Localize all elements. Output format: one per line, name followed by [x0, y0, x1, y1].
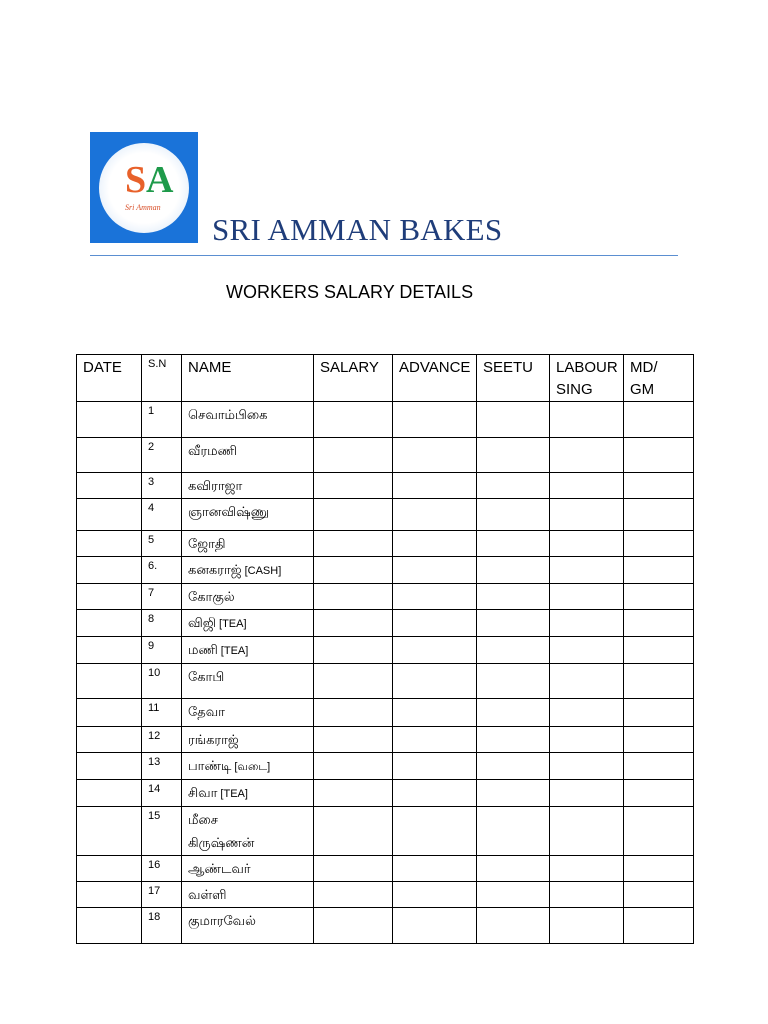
worker-name: குமாரவேல்	[188, 914, 256, 929]
name-cell	[182, 473, 314, 499]
table-header-row	[77, 355, 694, 402]
worker-name: கவிராஜா	[188, 479, 243, 494]
seetu-cell[interactable]	[477, 727, 550, 753]
table-row	[77, 473, 694, 499]
table-row	[77, 727, 694, 753]
name-cell	[182, 727, 314, 753]
worker-note: [TEA]	[219, 618, 247, 630]
md-gm-cell[interactable]	[624, 664, 694, 699]
md-gm-cell[interactable]	[624, 402, 694, 438]
seetu-cell[interactable]	[477, 473, 550, 499]
salary-cell[interactable]	[314, 610, 393, 637]
labour-sign-cell[interactable]	[550, 807, 624, 856]
seetu-cell[interactable]	[477, 753, 550, 780]
advance-cell[interactable]	[393, 584, 477, 610]
worker-name-line2: கிருஷ்ணன்	[188, 836, 255, 851]
worker-note: [CASH]	[244, 565, 282, 577]
worker-note: [TEA]	[220, 788, 248, 800]
seetu-cell[interactable]	[477, 531, 550, 557]
labour-sign-cell[interactable]	[550, 438, 624, 473]
table-row	[77, 882, 694, 908]
sn-cell: 17	[142, 882, 182, 908]
md-gm-cell[interactable]	[624, 438, 694, 473]
salary-cell[interactable]	[314, 637, 393, 664]
md-gm-cell[interactable]	[624, 557, 694, 584]
date-cell[interactable]	[77, 557, 142, 584]
logo-letter-s: S	[125, 158, 147, 201]
sn-cell: 14	[142, 780, 182, 807]
table-row	[77, 856, 694, 882]
seetu-cell[interactable]	[477, 610, 550, 637]
md-gm-cell[interactable]	[624, 699, 694, 727]
seetu-cell[interactable]	[477, 438, 550, 473]
worker-name: மணி	[188, 643, 218, 658]
md-gm-cell[interactable]	[624, 531, 694, 557]
worker-name: ஞானவிஷ்ணு	[188, 505, 269, 520]
header-labour-sing	[550, 355, 624, 402]
sn-cell: 12	[142, 727, 182, 753]
advance-cell[interactable]	[393, 753, 477, 780]
date-cell[interactable]	[77, 780, 142, 807]
date-cell[interactable]	[77, 664, 142, 699]
header-salary: SALARY	[314, 355, 393, 402]
labour-sign-cell[interactable]	[550, 753, 624, 780]
sn-cell: 3	[142, 473, 182, 499]
date-cell[interactable]	[77, 637, 142, 664]
salary-cell[interactable]	[314, 908, 393, 944]
logo-emblem	[99, 143, 189, 233]
salary-cell[interactable]	[314, 499, 393, 531]
md-gm-cell[interactable]	[624, 856, 694, 882]
advance-cell[interactable]	[393, 473, 477, 499]
table-row	[77, 557, 694, 584]
header-name: NAME	[182, 355, 314, 402]
labour-sign-cell[interactable]	[550, 699, 624, 727]
header-labour-line1: LABOUR	[556, 359, 618, 376]
header-date: DATE	[77, 355, 142, 402]
sn-cell: 9	[142, 637, 182, 664]
table-row	[77, 499, 694, 531]
labour-sign-cell[interactable]	[550, 780, 624, 807]
advance-cell[interactable]	[393, 438, 477, 473]
header-mdgm-line2: GM	[630, 381, 655, 398]
date-cell[interactable]	[77, 531, 142, 557]
salary-cell[interactable]	[314, 780, 393, 807]
advance-cell[interactable]	[393, 856, 477, 882]
name-cell	[182, 882, 314, 908]
sn-cell: 13	[142, 753, 182, 780]
name-cell	[182, 610, 314, 637]
advance-cell[interactable]	[393, 807, 477, 856]
table-row	[77, 637, 694, 664]
salary-cell[interactable]	[314, 531, 393, 557]
worker-name: கனகராஜ்	[188, 563, 242, 578]
advance-cell[interactable]	[393, 402, 477, 438]
advance-cell[interactable]	[393, 882, 477, 908]
table-row	[77, 531, 694, 557]
labour-sign-cell[interactable]	[550, 402, 624, 438]
advance-cell[interactable]	[393, 499, 477, 531]
labour-sign-cell[interactable]	[550, 727, 624, 753]
worker-name: வள்ளி	[188, 888, 227, 903]
labour-sign-cell[interactable]	[550, 856, 624, 882]
document-title: WORKERS SALARY DETAILS	[226, 282, 474, 302]
date-cell[interactable]	[77, 584, 142, 610]
date-cell[interactable]	[77, 727, 142, 753]
name-cell	[182, 438, 314, 473]
worker-name: கோபி	[188, 670, 225, 685]
advance-cell[interactable]	[393, 699, 477, 727]
seetu-cell[interactable]	[477, 637, 550, 664]
worker-name: வீரமணி	[188, 444, 237, 459]
worker-name: பாண்டி	[188, 759, 232, 774]
worker-name: விஜி	[188, 616, 217, 631]
seetu-cell[interactable]	[477, 664, 550, 699]
date-cell[interactable]	[77, 473, 142, 499]
seetu-cell[interactable]	[477, 807, 550, 856]
worker-name: ரங்கராஜ்	[188, 733, 239, 748]
salary-cell[interactable]	[314, 664, 393, 699]
worker-name: கோகுல்	[188, 590, 235, 605]
md-gm-cell[interactable]	[624, 882, 694, 908]
name-cell	[182, 856, 314, 882]
salary-cell[interactable]	[314, 753, 393, 780]
name-cell	[182, 531, 314, 557]
sn-cell: 6.	[142, 557, 182, 584]
name-cell	[182, 637, 314, 664]
name-cell	[182, 780, 314, 807]
worker-name: ஆண்டவர்	[188, 862, 251, 877]
name-cell	[182, 753, 314, 780]
worker-name: ஜோதி	[188, 537, 226, 552]
date-cell[interactable]	[77, 610, 142, 637]
name-cell	[182, 402, 314, 438]
md-gm-cell[interactable]	[624, 473, 694, 499]
worker-name: சிவா	[188, 786, 218, 801]
table-row	[77, 584, 694, 610]
sn-cell: 7	[142, 584, 182, 610]
md-gm-cell[interactable]	[624, 908, 694, 944]
advance-cell[interactable]	[393, 908, 477, 944]
name-cell	[182, 664, 314, 699]
seetu-cell[interactable]	[477, 499, 550, 531]
sn-cell: 15	[142, 807, 182, 856]
salary-cell[interactable]	[314, 807, 393, 856]
sn-cell: 18	[142, 908, 182, 944]
date-cell[interactable]	[77, 908, 142, 944]
sn-cell: 5	[142, 531, 182, 557]
date-cell[interactable]	[77, 753, 142, 780]
name-cell	[182, 699, 314, 727]
labour-sign-cell[interactable]	[550, 637, 624, 664]
labour-sign-cell[interactable]	[550, 908, 624, 944]
sn-cell: 1	[142, 402, 182, 438]
sn-cell: 11	[142, 699, 182, 727]
table-row	[77, 402, 694, 438]
sn-cell: 10	[142, 664, 182, 699]
logo-tagline: Sri Amman	[125, 202, 161, 212]
header-sn: S.N	[142, 355, 182, 402]
header-divider	[90, 255, 678, 256]
seetu-cell[interactable]	[477, 557, 550, 584]
advance-cell[interactable]	[393, 780, 477, 807]
advance-cell[interactable]	[393, 531, 477, 557]
md-gm-cell[interactable]	[624, 610, 694, 637]
seetu-cell[interactable]	[477, 699, 550, 727]
seetu-cell[interactable]	[477, 780, 550, 807]
table-row	[77, 753, 694, 780]
header-md-gm	[624, 355, 694, 402]
name-cell	[182, 557, 314, 584]
worker-name: மீசை	[188, 813, 218, 828]
labour-sign-cell[interactable]	[550, 557, 624, 584]
salary-table	[76, 354, 694, 944]
table-row	[77, 438, 694, 473]
salary-cell[interactable]	[314, 856, 393, 882]
header-labour-line2: SING	[556, 381, 593, 398]
sn-cell: 8	[142, 610, 182, 637]
date-cell[interactable]	[77, 856, 142, 882]
table-row	[77, 780, 694, 807]
date-cell[interactable]	[77, 402, 142, 438]
seetu-cell[interactable]	[477, 882, 550, 908]
worker-name: தேவா	[188, 705, 225, 720]
company-name: SRI AMMAN BAKES	[212, 212, 503, 247]
name-cell	[182, 807, 314, 856]
seetu-cell[interactable]	[477, 584, 550, 610]
sn-cell: 4	[142, 499, 182, 531]
date-cell[interactable]	[77, 499, 142, 531]
name-cell	[182, 908, 314, 944]
md-gm-cell[interactable]	[624, 780, 694, 807]
logo-letter-a: A	[146, 158, 174, 201]
table-row	[77, 908, 694, 944]
salary-cell[interactable]	[314, 438, 393, 473]
labour-sign-cell[interactable]	[550, 584, 624, 610]
seetu-cell[interactable]	[477, 402, 550, 438]
advance-cell[interactable]	[393, 610, 477, 637]
salary-cell[interactable]	[314, 473, 393, 499]
date-cell[interactable]	[77, 438, 142, 473]
labour-sign-cell[interactable]	[550, 531, 624, 557]
name-cell	[182, 499, 314, 531]
labour-sign-cell[interactable]	[550, 499, 624, 531]
advance-cell[interactable]	[393, 637, 477, 664]
seetu-cell[interactable]	[477, 908, 550, 944]
worker-note: [TEA]	[220, 645, 249, 657]
labour-sign-cell[interactable]	[550, 664, 624, 699]
worker-name: செவாம்பிகை	[188, 408, 268, 423]
md-gm-cell[interactable]	[624, 499, 694, 531]
md-gm-cell[interactable]	[624, 637, 694, 664]
salary-cell[interactable]	[314, 584, 393, 610]
date-cell[interactable]	[77, 699, 142, 727]
advance-cell[interactable]	[393, 664, 477, 699]
md-gm-cell[interactable]	[624, 727, 694, 753]
sn-cell: 16	[142, 856, 182, 882]
worker-note: [வடை]	[234, 761, 271, 773]
md-gm-cell[interactable]	[624, 584, 694, 610]
header-seetu: SEETU	[477, 355, 550, 402]
salary-cell[interactable]	[314, 402, 393, 438]
name-cell	[182, 584, 314, 610]
seetu-cell[interactable]	[477, 856, 550, 882]
date-cell[interactable]	[77, 807, 142, 856]
header-advance: ADVANCE	[393, 355, 477, 402]
salary-cell[interactable]	[314, 882, 393, 908]
advance-cell[interactable]	[393, 727, 477, 753]
table-row	[77, 664, 694, 699]
md-gm-cell[interactable]	[624, 753, 694, 780]
date-cell[interactable]	[77, 882, 142, 908]
salary-cell[interactable]	[314, 557, 393, 584]
advance-cell[interactable]	[393, 557, 477, 584]
labour-sign-cell[interactable]	[550, 610, 624, 637]
labour-sign-cell[interactable]	[550, 473, 624, 499]
table-row	[77, 610, 694, 637]
salary-cell[interactable]	[314, 727, 393, 753]
salary-cell[interactable]	[314, 699, 393, 727]
company-logo	[90, 132, 198, 243]
table-row	[77, 699, 694, 727]
labour-sign-cell[interactable]	[550, 882, 624, 908]
sn-cell: 2	[142, 438, 182, 473]
md-gm-cell[interactable]	[624, 807, 694, 856]
table-row	[77, 807, 694, 856]
header-mdgm-line1: MD/	[630, 359, 658, 376]
